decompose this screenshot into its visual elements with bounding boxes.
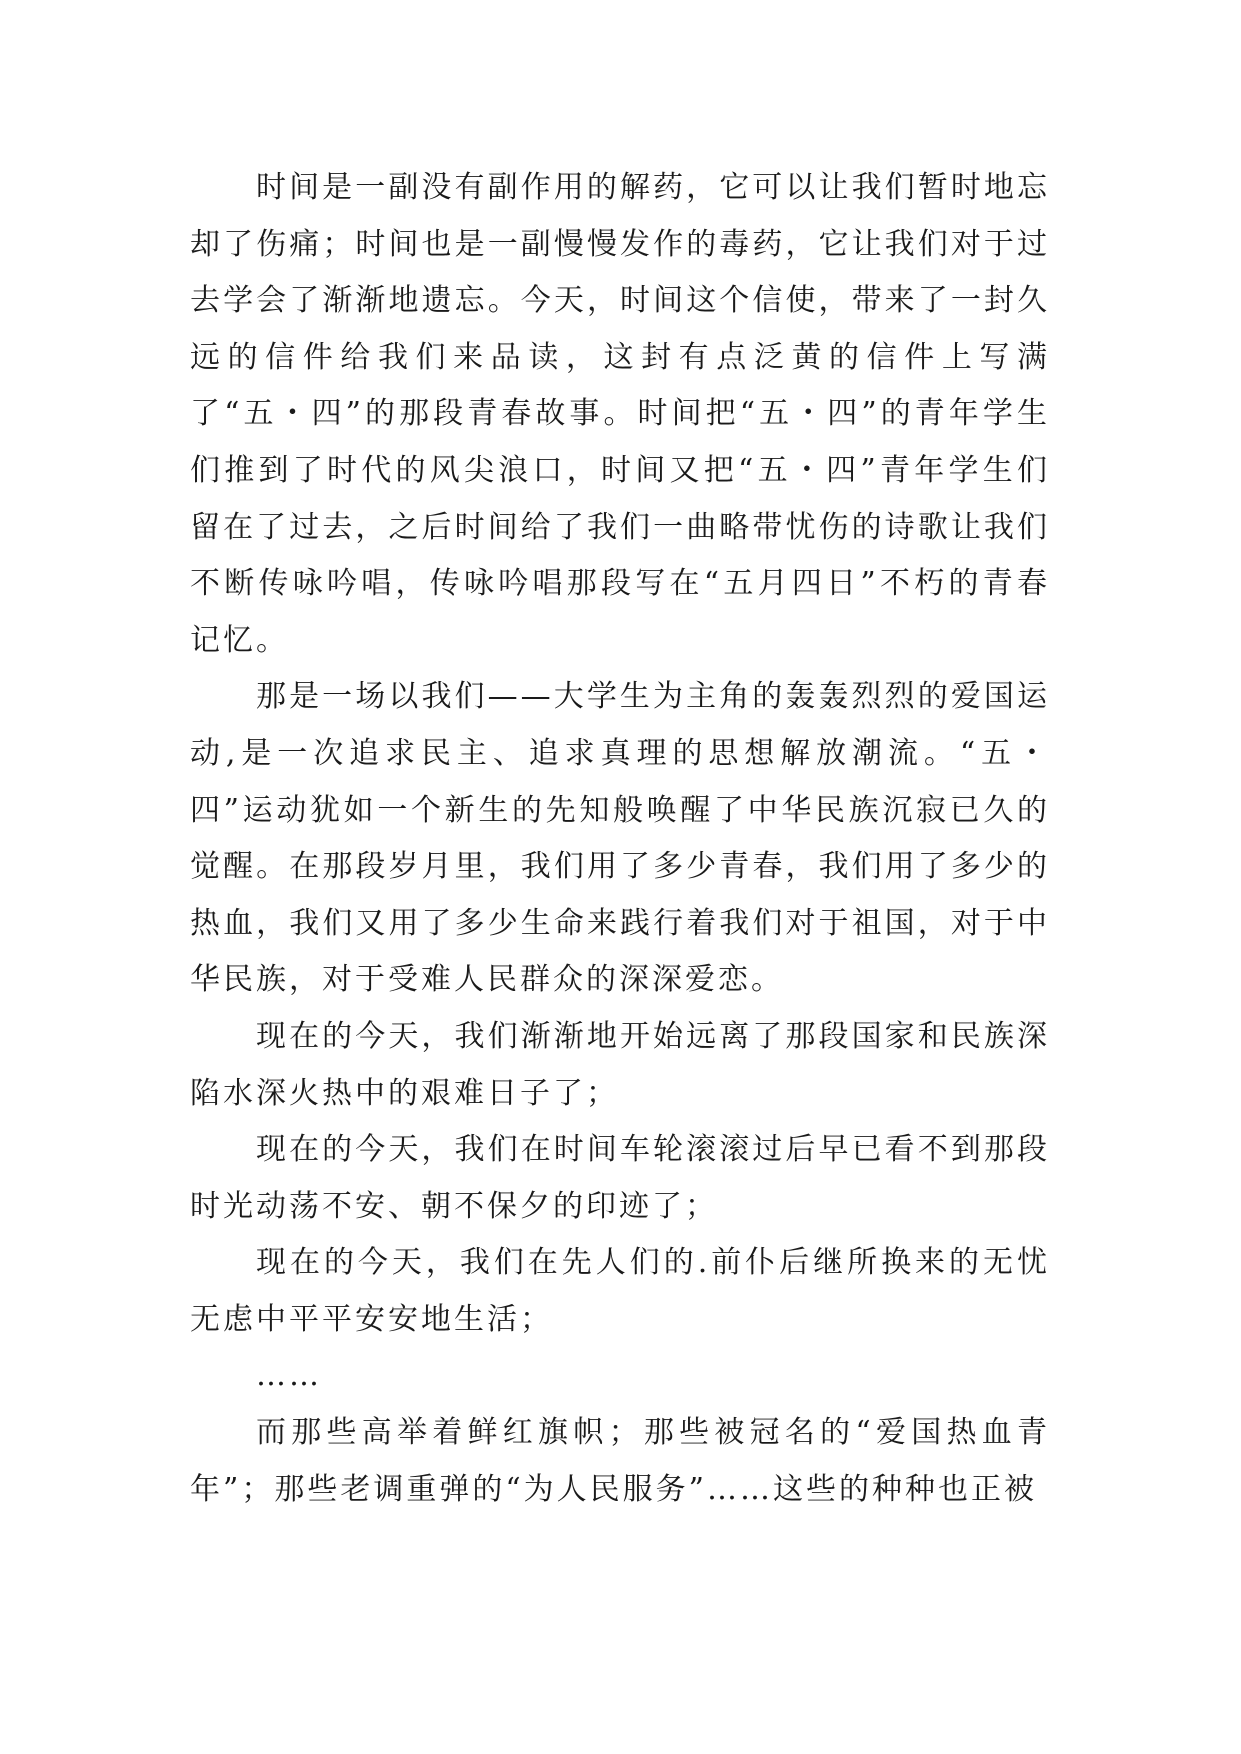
paragraph-closing: 而那些高举着鲜红旗帜；那些被冠名的“爱国热血青年”；那些老调重弹的“为人民服务”……这些的种种也正被: [190, 1415, 1050, 1507]
paragraph-today-1: 现在的今天，我们渐渐地开始远离了那段国家和民族深陷水深火热中的艰难日子了；: [190, 1018, 1050, 1111]
paragraph-time-metaphor: 时间是一副没有副作用的解药，它可以让我们暂时地忘却了伤痛；时间也是一副慢慢发作的毒药，它让我们对于过去学会了渐渐地遗忘。今天，时间这个信使，带来了一封久远的信件给我们来品读，这封有点泛黄的信件上写满了“五・四”的那段青春故事。时间把“五・四”的青年学生们推到了时代的风尖浪口，时间又把“五・四”青年学生们留在了过去，之后时间给了我们一曲略带忧伤的诗歌让我们不断传咏吟唱，传咏吟唱那段写在“五月四日”不朽的青春记忆。: [190, 170, 1050, 658]
paragraph-may-fourth-movement: 那是一场以我们——大学生为主角的轰轰烈烈的爱国运动,是一次追求民主、追求真理的思想解放潮流。“五・四”运动犹如一个新生的先知般唤醒了中华民族沉寂已久的觉醒。在那段岁月里，我们用了多少青春，我们用了多少的热血，我们又用了多少生命来践行着我们对于祖国，对于中华民族，对于受难人民群众的深深爱恋。: [190, 679, 1050, 998]
paragraph-today-2: 现在的今天，我们在时间车轮滚滚过后早已看不到那段时光动荡不安、朝不保夕的印迹了；: [190, 1132, 1050, 1224]
body-text: [190, 160, 1050, 1518]
paragraph-ellipsis: ……: [256, 1358, 322, 1394]
paragraph-today-3: 现在的今天，我们在先人们的.前仆后继所换来的无忧无虑中平平安安地生活；: [190, 1245, 1050, 1337]
